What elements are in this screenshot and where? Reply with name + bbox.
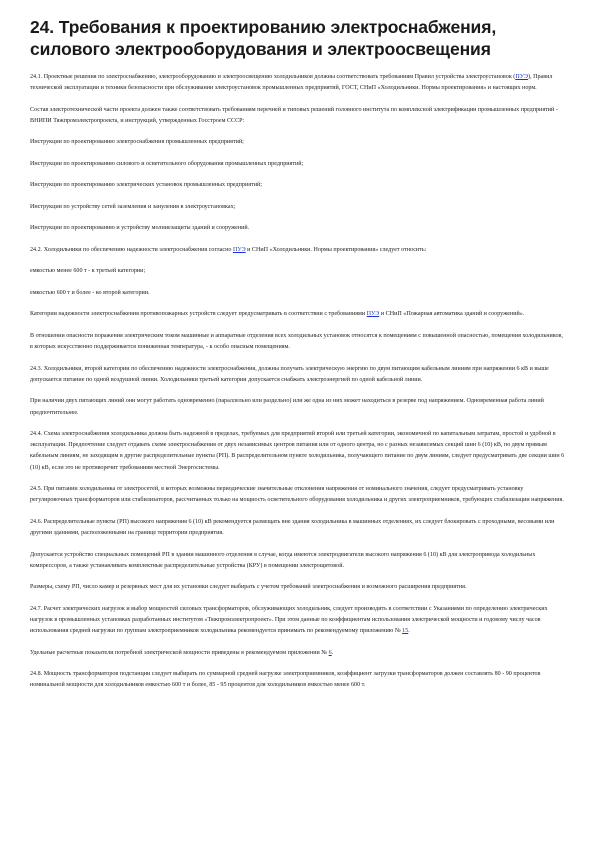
paragraph-text: Допускается устройство специальных помещений РП в здании машинного отделения в случае, когда имеются электродвигатели высокого напряжения 6 (10) кВ для электропривода холодильных компрессоров, а также устанавливать комплектные распределительные устройства (КРУ) в помещении электрощитовой.: [30, 551, 536, 569]
paragraph: [30, 105, 565, 127]
paragraph: [30, 266, 565, 277]
paragraph: [30, 484, 565, 506]
paragraph-text: емкостью 600 т и более - ко второй категории.: [30, 289, 150, 296]
paragraph-text: При наличии двух питающих линий они могут работать одновременно (параллельно или раздельно) или же одна из них может находиться в резерве под напряжением. Одновременная работа линий предпочтительнее.: [30, 398, 544, 416]
paragraph-text: .: [408, 628, 410, 635]
reference-link[interactable]: ПУЭ: [515, 74, 529, 80]
paragraph-text: Состав электротехнической части проекта должен также соответствовать требованиям перечней и типовых решений головного института по комплексной электрификации промышленных предприятий - ВНИПИ Тяжпромэлектропроекта, и инструкций, утвержденных Госстроем СССР:: [30, 106, 558, 124]
paragraph: [30, 517, 565, 539]
paragraph-text: В отношении опасности поражения электрическим током машинные и аппаратные отделения всех холодильных установок относятся к помещениям с повышенной опасностью, помещения холодильников, в которых искусственно поддерживается пониженная температура, - к особо опасным помещениям.: [30, 332, 563, 351]
paragraph: [30, 364, 565, 386]
reference-link[interactable]: 6: [328, 649, 332, 656]
paragraph-text: емкостью менее 600 т - к третьей категории;: [30, 268, 146, 275]
paragraph-text: 24.2. Холодильники по обеспечению надежности электроснабжения согласно: [30, 246, 233, 253]
paragraph: [30, 669, 565, 691]
page-title: 24. Требования к проектированию электроснабжения, силового электрооборудования и электроосвещения: [30, 17, 497, 59]
paragraph: [30, 202, 565, 213]
paragraph: [30, 180, 565, 191]
paragraph: [30, 604, 565, 638]
paragraph-text: ), Правил технической эксплуатации и техники безопасности при обслуживании электроустановок промышленных предприятий, ГОСТ, СНиП «Холодильники. Нормы проектирования» и настоящих норм.: [30, 74, 553, 92]
paragraph-text: Инструкции по проектированию и устройству молниезащиты зданий и сооружений.: [30, 225, 250, 232]
paragraph: [30, 72, 565, 94]
paragraph-text: Инструкции по проектированию электроснабжения промышленных предприятий;: [30, 139, 244, 146]
paragraph: [30, 331, 565, 353]
paragraph-text: Категории надежности электроснабжения противопожарных устройств следует предусматривать в соответствии с требованиями: [30, 311, 367, 318]
paragraph: [30, 223, 565, 234]
paragraph-text: 24.8. Мощность трансформаторов подстанции следует выбирать по суммарной средней нагрузке электроприемников, коэффициент загрузки трансформаторов должен составлять 80 - 90 процентов номинальной мощности для холодильников емкостью 600 т и более, 85 - 95 процентов для холодильников емкостью менее 600 т.: [30, 671, 541, 689]
paragraph-text: и СНиП «Холодильники. Нормы проектирования» следует относить:: [245, 246, 427, 253]
paragraph-text: 24.6. Распределительные пункты (РП) высокого напряжения 6 (10) кВ рекомендуется размещать вне здания холодильника в машинных отделениях, их следует блокировать с проходными, весовыми или другими зданиями, расположенными на границе территории предприятия.: [30, 518, 555, 537]
paragraph: [30, 159, 565, 170]
paragraph: [30, 582, 565, 593]
paragraph-text: 24.7. Расчет электрических нагрузок и выбор мощностей силовых трансформаторов, обслуживающих холодильник, следует производить в соответствии с Указаниями по определению электрических нагрузок в промышленных установках разработанных институтом «Тяжпромэлектропроект». При этом данные по коэффициентам использования электрической мощности и годовому числу часов использования средней нагрузки по группам электроприемников холодильника рекомендуется принимать по рекомендуемому приложению №: [30, 605, 548, 635]
paragraph-text: 24.3. Холодильники, второй категории по обеспечению надежности электроснабжения, должны получать электрическую энергию по двум питающим кабельным линиям при напряжении 6 кВ и выше допускается питание по одной воздушной линии. Холодильники третьей категории допускается снабжать электроэнергией по одной кабельной линии.: [30, 365, 549, 383]
paragraph-text: 24.5. При питании холодильника от электросетей, в которых возможны периодические значительные отклонения напряжения от номинального значения, следует предусматривать установку регулировочных трансформаторов или стабилизаторов, рассчитанных только на мощность осветительного оборудования холодильника и других электроприемников, требующих стабилизации напряжения.: [30, 486, 564, 504]
paragraph-text: 24.4. Схема электроснабжения холодильника должна быть надежной в пределах, требуемых для предприятий второй или третьей категории, экономичной по капитальным затратам, простой и удобной в эксплуатации. Предпочтение следует отдавать схеме электроснабжения от двух независимых центров питания или от одного центра, но с разных независимых секций шин 6 (10) кВ, по двум прямым кабельным линиям, не заходящим в другие распределительные пункты (РП). В распределительном пункте холодильника, получающего питание по двум линиям, следует предусматривать две секции шин 6 (10) кВ, если это не противоречит требованиям местной Энергосистемы.: [30, 431, 565, 471]
reference-link[interactable]: ПУЭ: [232, 246, 246, 253]
paragraph: [30, 288, 565, 299]
reference-link[interactable]: ПУЭ: [366, 311, 380, 318]
paragraph: [30, 309, 565, 320]
paragraph-text: Размеры, схему РП, число камер и резервных мест для их установки следует выбирать с учетом требований электроснабжения и возможного расширения предприятия.: [30, 584, 467, 591]
paragraph: [30, 137, 565, 148]
paragraph-text: 24.1. Проектные решения по электроснабжению, электрооборудованию и электроосвещению холодильников должны соответствовать требованиям Правил устройства электроустановок (: [30, 74, 516, 80]
paragraph: [30, 429, 565, 474]
paragraph-text: .: [331, 649, 334, 656]
paragraph-text: Инструкции по проектированию силового и осветительного оборудования промышленных предприятий;: [30, 160, 304, 167]
paragraph: [30, 648, 565, 659]
paragraph-text: Инструкции по устройству сетей заземления и зануления в электроустановках;: [30, 203, 236, 210]
paragraph: [30, 550, 565, 572]
paragraph: [30, 245, 565, 256]
paragraph: [30, 396, 565, 418]
paragraph-text: и СНиП «Пожарная автоматика зданий и сооружений».: [379, 311, 525, 318]
reference-link[interactable]: 15: [402, 628, 409, 635]
paragraph-text: Удельные расчетные показатели потребной электрической мощности приведены в рекомендуемом приложении №: [30, 649, 329, 656]
paragraph-text: Инструкции по проектированию электрических установок промышленных предприятий;: [30, 182, 262, 189]
document-body: [30, 72, 565, 692]
